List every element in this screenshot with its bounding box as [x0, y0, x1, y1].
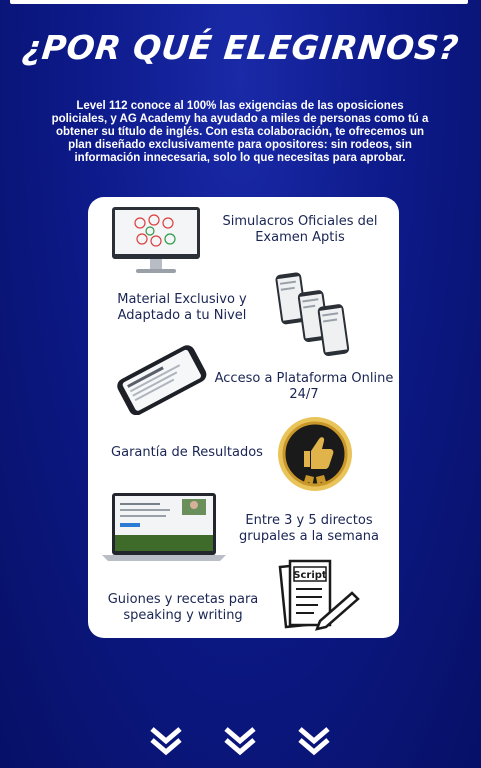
feature-label-guiones: Guiones y recetas para speaking y writing: [107, 592, 259, 623]
feature-label-simulacros: Simulacros Oficiales del Examen Aptis: [222, 214, 378, 245]
monitor-icon: [110, 205, 202, 277]
features-card: [88, 197, 399, 638]
intro-text: Level 112 conoce al 100% las exigencias de las oposiciones policiales, y AG Academy ha ayudado a miles de personas como tú a obtener su título de inglés. Con esta colaboración, te ofrecemos un plan diseñado exclusivamente para opositores: sin rodeos, sin información innecesaria, solo lo que necesitas para aprobar.: [51, 100, 429, 164]
feature-label-material: Material Exclusivo y Adaptado a tu Nivel: [117, 292, 247, 323]
thumbs-up-badge-icon: [276, 415, 354, 493]
feature-label-garantia: Garantía de Resultados: [111, 445, 263, 460]
scroll-down-chevron-icon-1[interactable]: [149, 726, 183, 761]
feature-label-plataforma: Acceso a Plataforma Online 24/7: [214, 371, 394, 402]
script-label: Script: [293, 570, 327, 581]
laptop-icon: [102, 491, 226, 563]
page-title: ¿POR QUÉ ELEGIRNOS?: [20, 28, 461, 67]
phones-icon: [274, 267, 354, 359]
scroll-down-chevron-icon-2[interactable]: [223, 726, 257, 761]
feature-label-directos: Entre 3 y 5 directos grupales a la semana: [239, 513, 379, 544]
top-divider: [10, 0, 468, 4]
smartphone-icon: [110, 343, 210, 415]
scroll-down-chevron-icon-3[interactable]: [297, 726, 331, 761]
script-icon: [274, 559, 366, 631]
